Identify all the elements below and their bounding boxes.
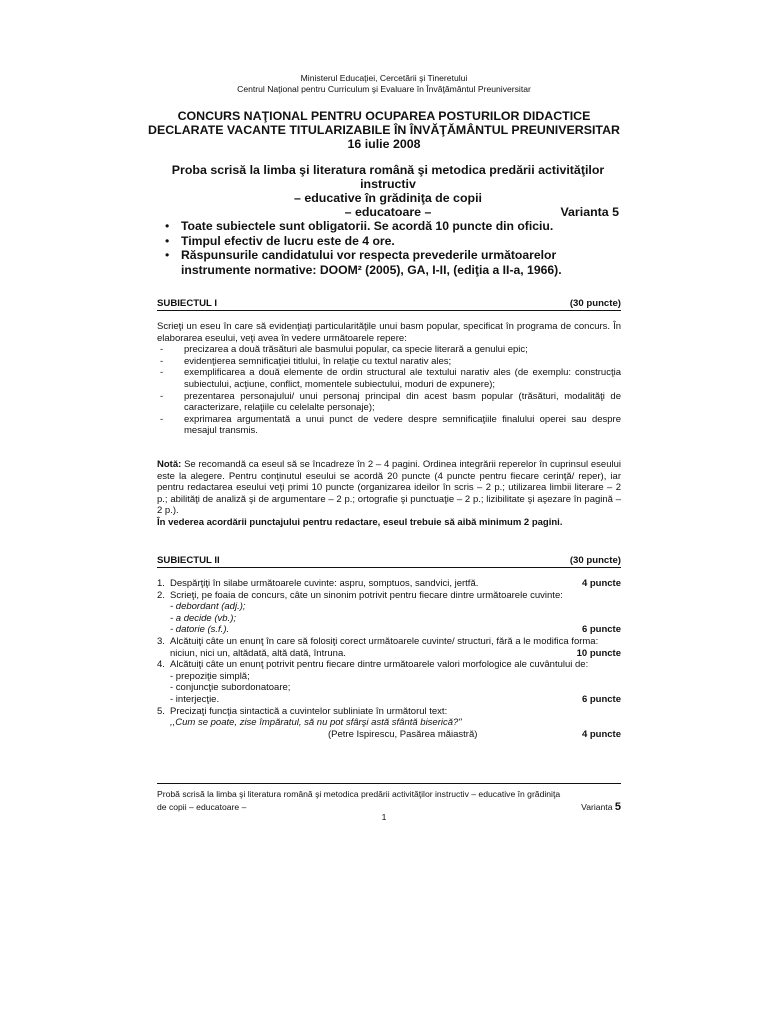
list-item: - evidenţierea semnificaţiei titlului, în relaţie cu textul narativ ales; (160, 355, 452, 367)
minimum-pages-note: În vederea acordării punctajului pentru redactare, eseul trebuie să aibă minimum 2 pagini. (157, 516, 563, 528)
nota-label: Notă: (157, 459, 182, 470)
rules-list (161, 219, 621, 277)
rule-item: • Răspunsurile candidatului vor respecta prevederile următoarelor instrumente normative: DOOM² (2005), GA, I-II, (ediţia a II-a, 1966). (165, 248, 562, 277)
bullet-icon: • (165, 248, 170, 262)
footer-divider (157, 783, 621, 784)
subiect-1-body (157, 321, 621, 437)
varianta-label: Varianta 5 (560, 205, 619, 219)
proba-description (157, 163, 619, 219)
question-points: 4 puncte (581, 728, 621, 740)
subiect-1-nota (157, 459, 621, 529)
question-4: 4. Alcătuiţi câte un enunţ potrivit pentru fiecare dintre următoarele valori morfologice ale cuvântului de: - prepoziţie simplă; - conjuncţie subordonatoare; - interjecţie. 6 puncte (157, 659, 621, 705)
exam-date: 16 iulie 2008 (347, 137, 421, 151)
title-line-1: CONCURS NAŢIONAL PENTRU OCUPAREA POSTURILOR DIDACTICE (177, 109, 591, 123)
proba-line-3: – educatoare – (344, 205, 432, 219)
question-points: 4 puncte (581, 578, 621, 589)
list-item: - prezentarea personajului/ unui personaj principal din acest basm popular (trăsături, modalităţi de caracterizare, relaţiile cu celelalte personaje); (160, 390, 621, 414)
ministry-header (0, 73, 768, 95)
footer-line-2: de copii – educatoare – (157, 802, 247, 812)
center-name: Centrul Naţional pentru Curriculum şi Evaluare în Învăţământul Preuniversitar (237, 84, 531, 94)
list-item: - exprimarea argumentată a unui punct de vedere despre semnificaţiile finalului operei sau despre mesajul transmis. (160, 413, 621, 437)
bullet-icon: • (165, 233, 170, 248)
proba-line-1: Proba scrisă la limba şi literatura română şi metodica predării activităţilor instructiv (171, 163, 605, 191)
footer-varianta: Varianta 5 (581, 801, 621, 813)
rule-item: • Timpul efectiv de lucru este de 4 ore. (165, 233, 395, 248)
subiect-2-heading: SUBIECTUL II (30 puncte) (157, 555, 621, 566)
title-line-2: DECLARATE VACANTE TITULARIZABILE ÎN ÎNVĂŢĂMÂNTUL PREUNIVERSITAR (148, 123, 620, 137)
quote-source: (Petre Ispirescu, Pasărea măiastră) (328, 728, 478, 740)
subiect-1-intro: Scrieţi un eseu în care să evidenţiaţi particularităţile unui basm popular, specificat în programa de concurs. În elaborarea eseului, veţi avea în vedere următoarele repere: (157, 321, 621, 344)
nota-text: Se recomandă ca eseul să se încadreze în 2 – 4 pagini. Ordinea integrării reperelor în cuprinsul eseului este la alegere. Pentru conţinutul eseului se acordă 20 puncte (4 puncte pentru fiecare cerinţă/ reper), iar pentru redactarea eseului veţi primi 10 puncte (organizarea ideilor în scris – 2 p.; utilizarea limbii literare – 2 p.; abilităţi de analiză şi de argumentare – 2 p.; ortografie şi punctuaţie – 2 p.; lizibilitate şi aşezare în pagină – 2 p.). (157, 459, 621, 517)
question-points: 10 puncte (576, 647, 621, 659)
list-item: - precizarea a două trăsături ale basmului popular, ca specie literară a genului epic; (160, 344, 528, 356)
ministry-name: Ministerul Educaţiei, Cercetării şi Tineretului (300, 73, 468, 83)
subiect-1-heading: SUBIECTUL I (30 puncte) (157, 298, 621, 309)
subiect-2-points: (30 puncte) (569, 555, 621, 566)
question-1: 1. Despărţiţi în silabe următoarele cuvinte: aspru, somptuos, sandvici, jertfă. 4 puncte (157, 578, 621, 589)
question-points: 6 puncte (581, 693, 621, 705)
question-points: 6 puncte (581, 624, 621, 636)
question-3: 3. Alcătuiţi câte un enunţ în care să folosiţi corect următoarele cuvinte/ structuri, fără a le modifica forma: niciun, nici un, altădată, altă dată, întruna. 10 puncte (157, 635, 621, 659)
subiect-2-body (157, 578, 621, 740)
question-5: 5. Precizaţi funcţia sintactică a cuvintelor subliniate în următorul text: ,,Cum se poate, zise împăratul, să nu pot sfârşi astă sfântă biserică?" (Petre Ispirescu, Pasărea măiastră) 4 puncte (157, 705, 621, 740)
footer-line-1: Probă scrisă la limba şi literatura română şi metodica predării activităţilor instructiv – educative în grădiniţa (157, 789, 561, 799)
page-footer (157, 788, 621, 814)
question-2: 2. Scrieţi, pe foaia de concurs, câte un sinonim potrivit pentru fiecare dintre următoarele cuvinte: - debordant (adj.); - a decide (vb.); - datorie (s.f.). 6 puncte (157, 589, 621, 636)
list-item: - exemplificarea a două elemente de ordin structural ale textului narativ ales (de exemplu: construcţia subiectului, acţiune, conflict, momentele subiectului, moduri de expunere); (160, 367, 621, 390)
bullet-icon: • (165, 219, 170, 233)
subiect-1-points: (30 puncte) (569, 298, 621, 309)
page-number: 1 (381, 812, 387, 822)
proba-line-2: – educative în grădiniţa de copii (294, 191, 482, 205)
rule-item: • Toate subiectele sunt obligatorii. Se acordă 10 puncte din oficiu. (165, 219, 554, 233)
quote-text: ,,Cum se poate, zise împăratul, să nu pot sfârşi astă sfântă biserică?" (170, 717, 462, 729)
exam-title (0, 109, 768, 151)
